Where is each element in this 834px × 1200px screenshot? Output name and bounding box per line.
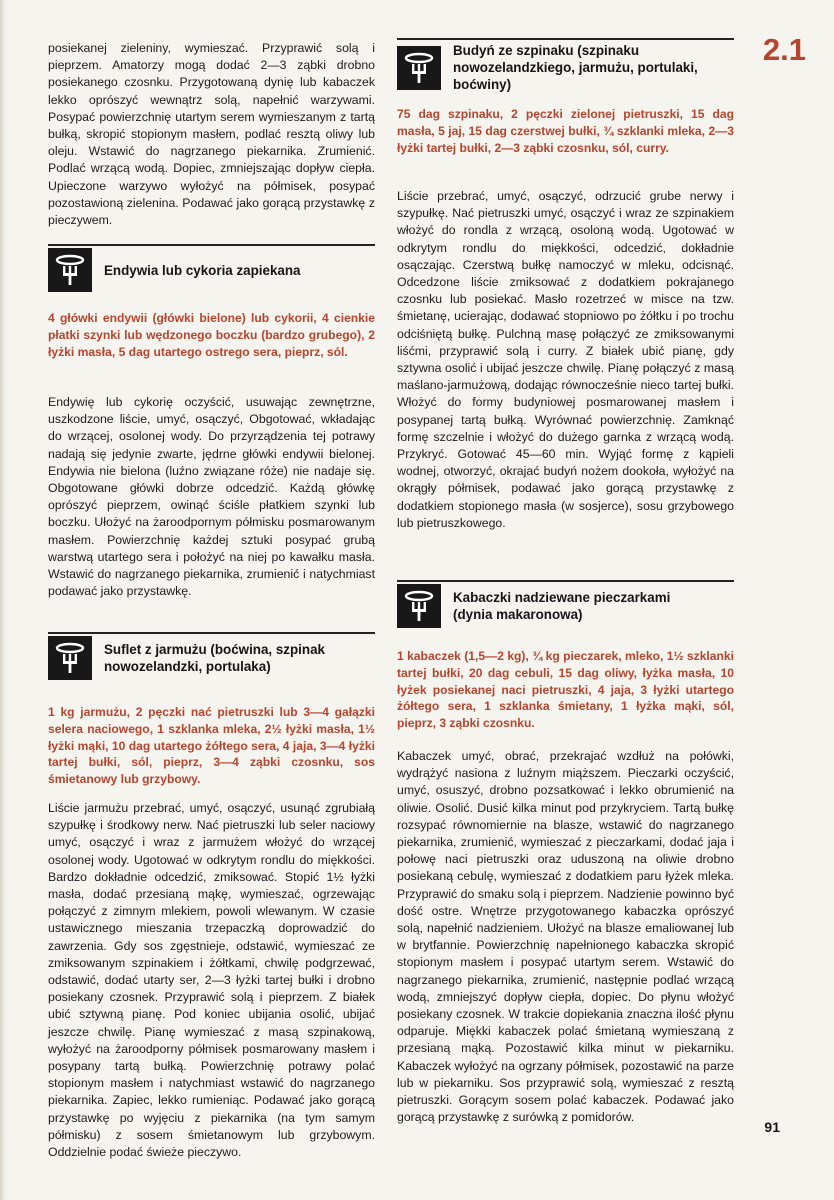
divider-rule (48, 632, 375, 634)
divider-rule (397, 580, 734, 582)
recipe-title: Budyń ze szpinaku (szpinaku nowozelandzkiego, jarmużu, portulaki, boćwiny) (453, 43, 698, 92)
recipe-ingredients: 4 główki endywii (główki bielone) lub cykorii, 4 cienkie płatki szynki lub wędzonego boczku (bardzo grubego), 2 łyżki masła, 5 dag utartego ostrego sera, pieprz, sól. (48, 311, 375, 359)
fork-plate-icon (397, 46, 441, 90)
recipe-title: Suflet z jarmużu (boćwina, szpinak nowozelandzki, portulaka) (104, 642, 325, 674)
recipe-ingredients: 1 kabaczek (1,5—2 kg), ¾ kg pieczarek, mleko, 1½ szklanki tartej bułki, 20 dag cebuli, 15 dag oliwy, łyżka masła, 10 łyżek posiekanej naci pietruszki, 4 jaja, 3 łyżki utartego żółtego sera, 1 szklanka śmietany, 1 łyżka mąki, sól, pieprz, 3 ząbki czosnku. (397, 649, 734, 731)
recipe-ingredients: 75 dag szpinaku, 2 pęczki zielonej pietruszki, 15 dag masła, 5 jaj, 15 dag czerstwej bułki, ¾ szklanki mleka, 2—3 łyżki tartej bułki, 2—3 ząbki czosnku, sól, curry. (397, 107, 734, 155)
fork-plate-icon (397, 584, 441, 628)
recipe-instructions: Endywię lub cykorię oczyścić, usuwając zewnętrzne, uszkodzone liście, umyć, osączyć, Obgotować, wkładając do wrzącej, osolonej wody. Do przyrządzenia tej potrawy nadają się jedynie zwarte, jędrne główki endywii bielonej. Endywia nie bielona (luźno związane róże) nie nadaje się. Obgotowane główki dobrze odcedzić. Każdą główkę oprószyć pieprzem, owinąć ściśle płatkiem szynki lub boczku. Ułożyć na żaroodpornym półmisku posmarowanym masłem. Powierzchnię każdej sztuki posypać grubą warstwą utartego sera i położyć na niej po kawałku masła. Wstawić do nagrzanego piekarnika, zrumienić i natychmiast podawać jako przystawkę. (48, 395, 375, 599)
recipe-instructions: Liście przebrać, umyć, osączyć, odrzucić grube nerwy i szypułkę. Nać pietruszki umyć, osączyć i wraz ze szpinakiem włożyć do rondla z wrzącą, osoloną wodą. Ugotować w odkrytym rondlu do miękkości, odcedzić, dokładnie osączając. Czerstwą bułkę namoczyć w mleku, odcisnąć. Odcedzone liście zmiksować z dodatkiem pokrajanego czosnku lub posiekać. Masło rozetrzeć w misce na tzw. śmietanę, ucierając, dodawać stopniowo po żółtku i po trochu odciśniętą bułkę. Pulchną masę połączyć ze zmiksowanymi liśćmi, przyprawić solą i curry. Z białek ubić pianę, gdy sztywna osolić i ubijać jeszcze chwilę. Pianę połączyć z masą maślano-jarmużową, dodając równocześnie nieco tartej bułki. Włożyć do formy budyniowej posmarowanej masłem i posypanej tartą bułką. Wyrównać powierzchnię. Zamknąć formę szczelnie i włożyć do dużego garnka z wrzącą wodą. Przykryć. Gotować 45—60 min. Wyjąć formę z kąpieli wodnej, otworzyć, okrajać budyń nożem dookoła, wyłożyć na okrągły półmisek, podawać jako gorącą przystawkę z dodatkiem stopionego masła (w sosjerce), sosu grzybowego lub pietruszkowego. (397, 189, 734, 530)
fork-plate-icon (48, 636, 92, 680)
recipe-header (397, 584, 713, 628)
divider-rule (48, 244, 375, 246)
recipe-instructions: Liście jarmużu przebrać, umyć, osączyć, usunąć zgrubiałą szypułkę i środkowy nerw. Nać pietruszki lub seler naciowy umyć, osączyć i wraz z jarmużem włożyć do wrzącej osolonej wody. Ugotować w odkrytym rondlu do miękkości. Bardzo dokładnie odcedzić, zmiksować. Stopić 1½ łyżki masła, dodać przesianą mąkę, wymieszać, ogrzewając połączyć z zimnym mlekiem, powoli wlewanym. W czasie ustawicznego mieszania trzepaczką doprowadzić do zawrzenia. Gdy sos zgęstnieje, odstawić, wymieszać ze zmiksowanym szpinakiem i żółtkami, chwilę podgrzewać, odstawić, dodać utarty ser, 2—3 łyżki tartej bułki i drobno posiekany czosnek. Przyprawić solą i pieprzem. Z białek ubić sztywną pianę. Pod koniec ubijania osolić, ubijać jeszcze chwilę. Pianę wymieszać z masą szpinakową, wyłożyć na żaroodporny półmisek posmarowany masłem i posypany tartą bułką. Powierzchnię potrawy polać stopionym masłem i natychmiast wstawić do nagrzanego piekarnika. Zapiec, lekko rumieniąc. Podawać jako gorącą przystawkę po wyjęciu z piekarnika (na tym samym półmisku) z sosem śmietanowym lub grzybowym. Oddzielnie podać świeże pieczywo. (48, 801, 375, 1160)
intro-paragraph: posiekanej zieleniny, wymieszać. Przyprawić solą i pieprzem. Amatorzy mogą dodać 2—3 ząbki drobno posiekanego czosnku. Przygotowaną dynię lub kabaczek lekko oprószyć wewnątrz solą, napełnić warzywami. Posypać powierzchnię utartym serem wymieszanym z tartą bułką, skropić stopionym masłem, podlać resztą oliwy lub oleju. Wstawić do nagrzanego piekarnika. Zrumienić. Podlać wrzącą wodą. Dopiec, zmniejszając dopływ ciepła. Upieczone warzywo wyłożyć na półmisek, posypać pozostawioną zielenina. Podawać jako gorącą przystawkę z pieczywem. (48, 41, 375, 228)
recipe-header (48, 248, 300, 292)
recipe-instructions: Kabaczek umyć, obrać, przekrajać wzdłuż na połówki, wydrążyć nasiona z luźnym miąższem. Pieczarki oczyścić, umyć, osuszyć, drobno pozsatkować i lekko obrumienić na oliwie. Osolić. Dusić kilka minut pod przykryciem. Tartą bułkę rozsypać równomiernie na blasze, wstawić do nagrzanego piekarnika, zrumienić, wymieszać z pieczarkami, dodać jaja i połowę naci pietruszki oraz uduszoną na oliwie drobno posiekaną cebulę, wymieszać z dodatkiem paru łyżek mleka. Przyprawić do smaku solą i pieprzem. Nadzienie powinno być dość ostre. Wnętrze przygotowanego kabaczka oprószyć solą, napełnić nadzieniem. Ułożyć na blasze emaliowanej lub w brytfannie. Powierzchnię napełnionego kabaczka skropić stopionym masłem i posypać utartym serem. Wstawić do nagrzanego piekarnika, zrumienić, następnie podlać wrzącą wodą, zmniejszyć dopływ ciepła, dopiec. Do płynu włożyć posiekany czosnek. W trakcie dopiekania znaczna ilość płynu odparuje. Miękki kabaczek polać śmietaną wymieszaną z przesianą mąką. Pozostawić kilka minut w piekarniku. Kabaczek wyłożyć na ogrzany półmisek, pozostawić na parze lub w piekarniku. Sos przyprawić solą, wymieszać z resztą pietruszki. Gorącym sosem polać kabaczek. Podawać jako gorącą przystawkę z surówką z pomidorów. (397, 749, 734, 1125)
fork-plate-icon (48, 248, 92, 292)
divider-rule (397, 38, 734, 40)
page-number: 91 (764, 1119, 780, 1135)
page-edge-shadow (0, 0, 6, 1200)
recipe-title: Kabaczki nadziewane pieczarkami (dynia makaronowa) (453, 590, 671, 622)
section-number: 2.1 (762, 32, 806, 67)
recipe-header (397, 42, 723, 93)
recipe-title: Endywia lub cykoria zapiekana (104, 262, 301, 278)
recipe-header (48, 636, 354, 680)
recipe-ingredients: 1 kg jarmużu, 2 pęczki nać pietruszki lub 3—4 gałązki selera naciowego, 1 szklanka mleka, 2½ łyżki masła, 1½ łyżki mąki, 10 dag utartego żółtego sera, 4 jaja, 3—4 łyżki tartej bułki, sól, pieprz, 3—4 ząbki czosnku, sos śmietanowy lub grzybowy. (48, 705, 375, 787)
